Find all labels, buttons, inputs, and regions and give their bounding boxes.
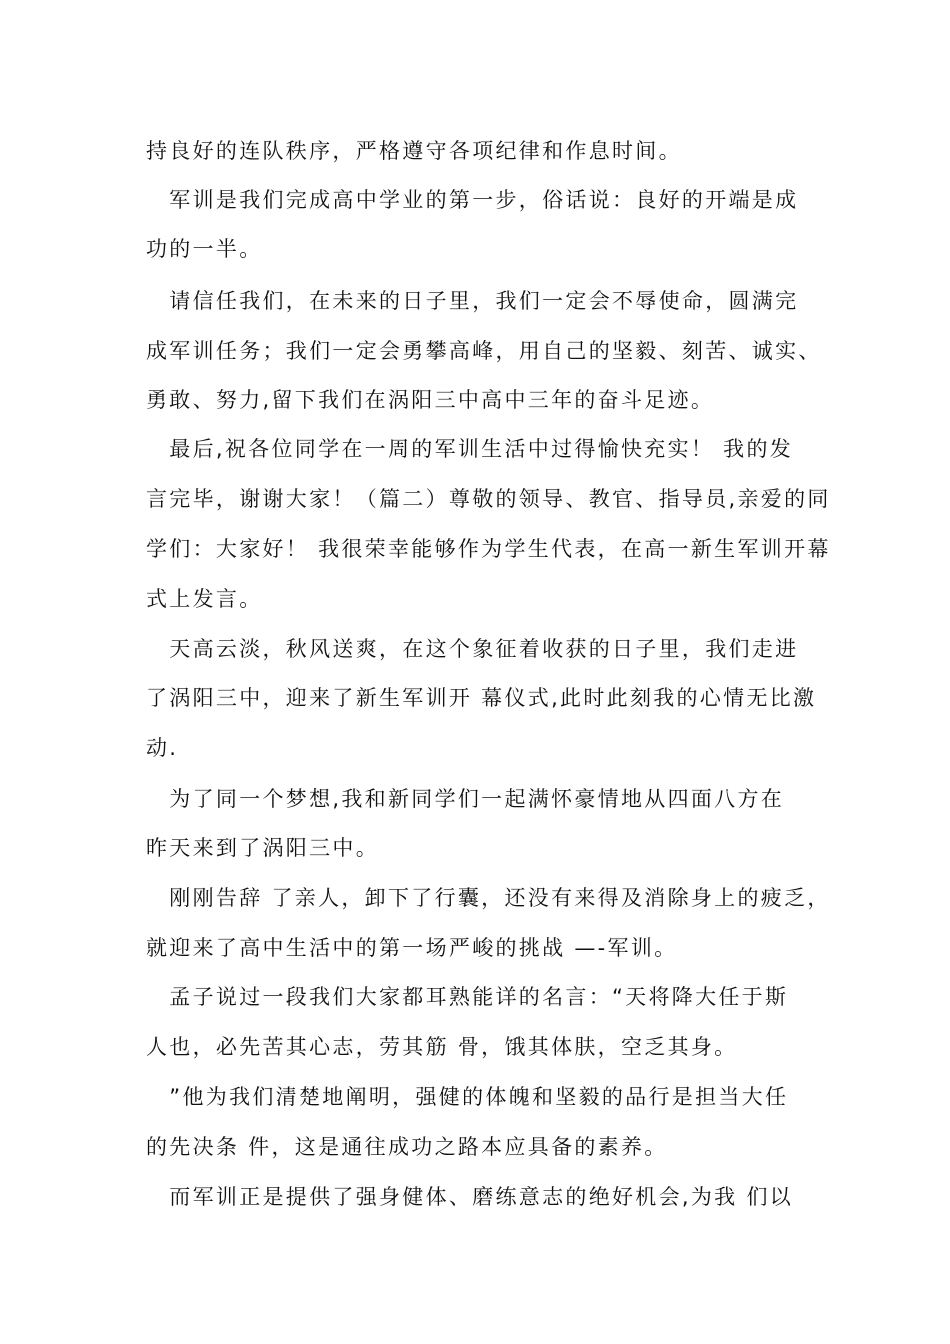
text-line-17: 就迎来了高中生活中的第一场严峻的挑战 —-军训。 — [146, 936, 678, 960]
text-line-11: 天高云淡，秋风送爽，在这个象征着收获的日子里，我们走进 — [146, 637, 799, 661]
text-line-4: 请信任我们，在未来的日子里，我们一定会不辱使命，圆满完 — [146, 289, 799, 313]
text-line-22: 而军训正是提供了强身健体、磨练意志的绝好机会,为我 们以 — [146, 1185, 794, 1209]
text-line-12: 了涡阳三中，迎来了新生军训开 幕仪式,此时此刻我的心情无比激 — [146, 686, 817, 710]
text-line-6: 勇敢、努力,留下我们在涡阳三中高中三年的奋斗足迹。 — [146, 388, 715, 412]
text-line-9: 学们：大家好！ 我很荣幸能够作为学生代表，在高一新生军训开幕 — [146, 537, 831, 561]
text-line-14: 为了同一个梦想,我和新同学们一起满怀豪情地从四面八方在 — [146, 787, 785, 811]
text-line-16: 刚刚告辞 了亲人，卸下了行囊，还没有来得及消除身上的疲乏， — [146, 886, 831, 910]
text-line-20: ”他为我们清楚地阐明，强健的体魄和坚毅的品行是担当大任 — [146, 1085, 789, 1109]
text-line-7: 最后,祝各位同学在一周的军训生活中过得愉快充实！ 我的发 — [146, 437, 794, 461]
text-line-1: 持良好的连队秩序，严格遵守各项纪律和作息时间。 — [146, 139, 682, 163]
text-line-21: 的先决条 件，这是通往成功之路本应具备的素养。 — [146, 1135, 668, 1159]
text-line-18: 孟子说过一段我们大家都耳熟能详的名言：“天将降大任于斯 — [146, 985, 789, 1009]
text-line-13: 动. — [146, 736, 179, 760]
text-line-2: 军训是我们完成高中学业的第一步，俗话说：良好的开端是成 — [146, 188, 799, 212]
text-line-8: 言完毕，谢谢大家！（篇二）尊敬的领导、教官、指导员,亲爱的同 — [146, 487, 831, 511]
text-line-19: 人也，必先苦其心志，劳其筋 骨，饿其体肤，空乏其身。 — [146, 1035, 738, 1059]
text-line-10: 式上发言。 — [146, 587, 263, 611]
text-line-15: 昨天来到了涡阳三中。 — [146, 836, 379, 860]
text-line-3: 功的一半。 — [146, 237, 263, 261]
text-line-5: 成军训任务；我们一定会勇攀高峰，用自己的坚毅、刻苦、诚实、 — [146, 339, 822, 363]
